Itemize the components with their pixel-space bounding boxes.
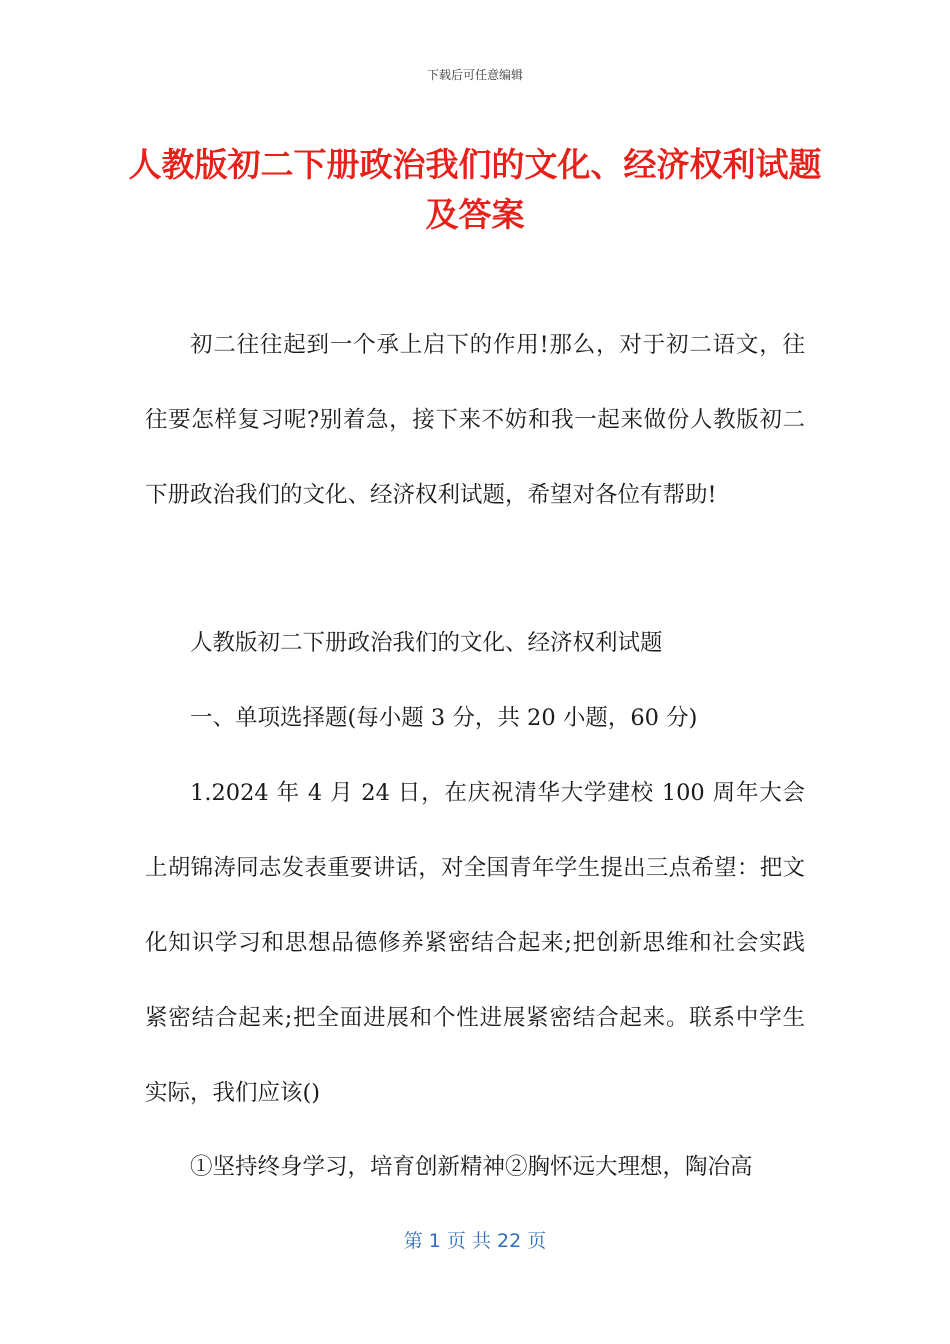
question-1: 1.2024 年 4 月 24 日，在庆祝清华大学建校 100 周年大会上胡锦涛同志发表重要讲话，对全国青年学生提出三点希望：把文化知识学习和思想品德修养紧密结合起来;把创新思维和社会实践紧密结合起来;把全面进展和个性进展紧密结合起来。联系中学生实际，我们应该() [145, 780, 805, 1106]
exam-title: 人教版初二下册政治我们的文化、经济权利试题 [190, 630, 663, 656]
section-heading: 一、单项选择题(每小题 3 分，共 20 小题，60 分) [190, 705, 698, 731]
intro-paragraph: 初二往往起到一个承上启下的作用!那么，对于初二语文，往往要怎样复习呢?别着急，接下来不妨和我一起来做份人教版初二下册政治我们的文化、经济权利试题，希望对各位有帮助! [145, 332, 805, 508]
document-title: 人教版初二下册政治我们的文化、经济权利试题及答案 [128, 145, 822, 234]
question-1-options: ①坚持终身学习，培育创新精神②胸怀远大理想，陶冶高 [190, 1154, 753, 1180]
header-note: 下载后可任意编辑 [426, 68, 523, 82]
page-footer: 第 1 页 共 22 页 [403, 1230, 547, 1252]
